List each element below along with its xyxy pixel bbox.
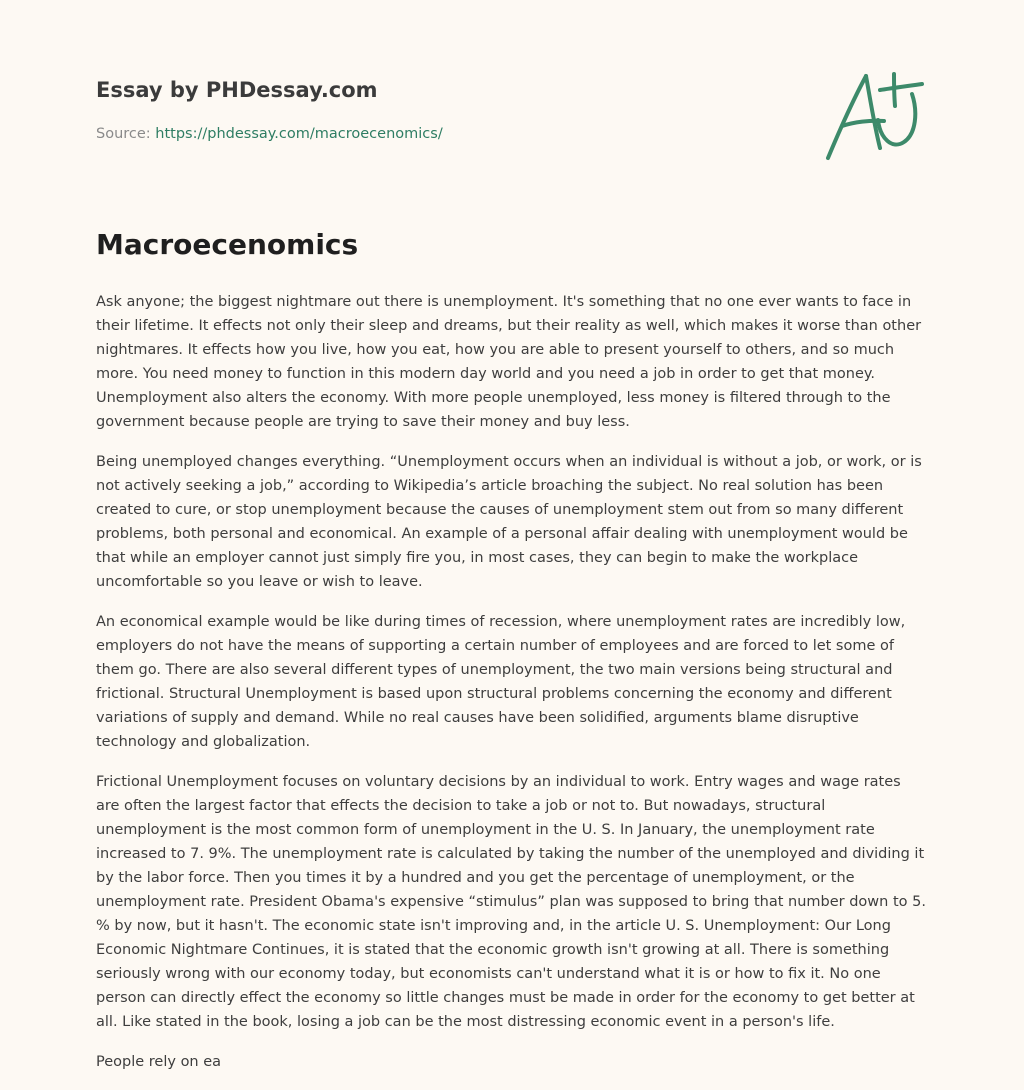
essay-paragraph: Ask anyone; the biggest nightmare out there is unemployment. It's something that no one ever wants to face in their lifetime. It effects not only their sleep and dreams, but their reality as well, which makes it worse than other nightmares. It effects how you live, how you eat, how you are able to present yourself to others, and so much more. You need money to function in this modern day world and you need a job in order to get that money. Unemployment also alters the economy. With more people unemployed, less money is filtered through to the government because people are trying to save their money and buy less. [96,294,922,430]
source-label: Source: [96,126,156,142]
essay-title: Macroecenomics [96,228,359,261]
essay-main [96,226,928,1090]
essay-paragraph: Frictional Unemployment focuses on voluntary decisions by an individual to work. Entry wages and wage rates are often the largest factor that effects the decision to take a job or not to. But nowadays, structural unemployment is the most common form of unemployment in the U. S. In January, the unemployment rate increased to 7. 9%. The unemployment rate is calculated by taking the number of the unemployed and dividing it by the labor force. Then you times it by a hundred and you get the percentage of unemployment, or the unemployment rate. President Obama's expensive “stimulus” plan was supposed to bring that number down to 5. % by now, but it hasn't. The economic state isn't improving and, in the article U. S. Unemployment: Our Long Economic Nightmare Continues, it is stated that the economic growth isn't growing at all. There is something seriously wrong with our economy today, but economists can't understand what it is or how to fix it. No one person can directly effect the economy so little changes must be made in order for the economy to get better at all. Like stated in the book, losing a job can be the most distressing economic event in a person's life. [96,774,926,1030]
essay-paragraph-truncated: People rely on ea [96,1054,222,1070]
source-link[interactable]: https://phdessay.com/macroecenomics/ [155,126,443,142]
site-title: Essay by PHDessay.com [96,78,378,102]
a-plus-logo-icon [822,68,926,164]
essay-paragraph: Being unemployed changes everything. “Unemployment occurs when an individual is without a job, or work, or is not actively seeking a job,” according to Wikipedia’s article broaching the subject. No real solution has been created to cure, or stop unemployment because the causes of unemployment stem out from so many different problems, both personal and economical. An example of a personal affair dealing with unemployment would be that while an employer cannot just simply fire you, in most cases, they can begin to make the workplace uncomfortable so you leave or wish to leave. [96,454,922,590]
essay-paragraph: An economical example would be like during times of recession, where unemployment rates are incredibly low, employers do not have the means of supporting a certain number of employees and are forced to let some of them go. There are also several different types of unemployment, the two main versions being structural and frictional. Structural Unemployment is based upon structural problems concerning the economy and different variations of supply and demand. While no real causes have been solidified, arguments blame disruptive technology and globalization. [96,614,906,750]
page-header [96,76,796,144]
source-line [96,124,796,144]
